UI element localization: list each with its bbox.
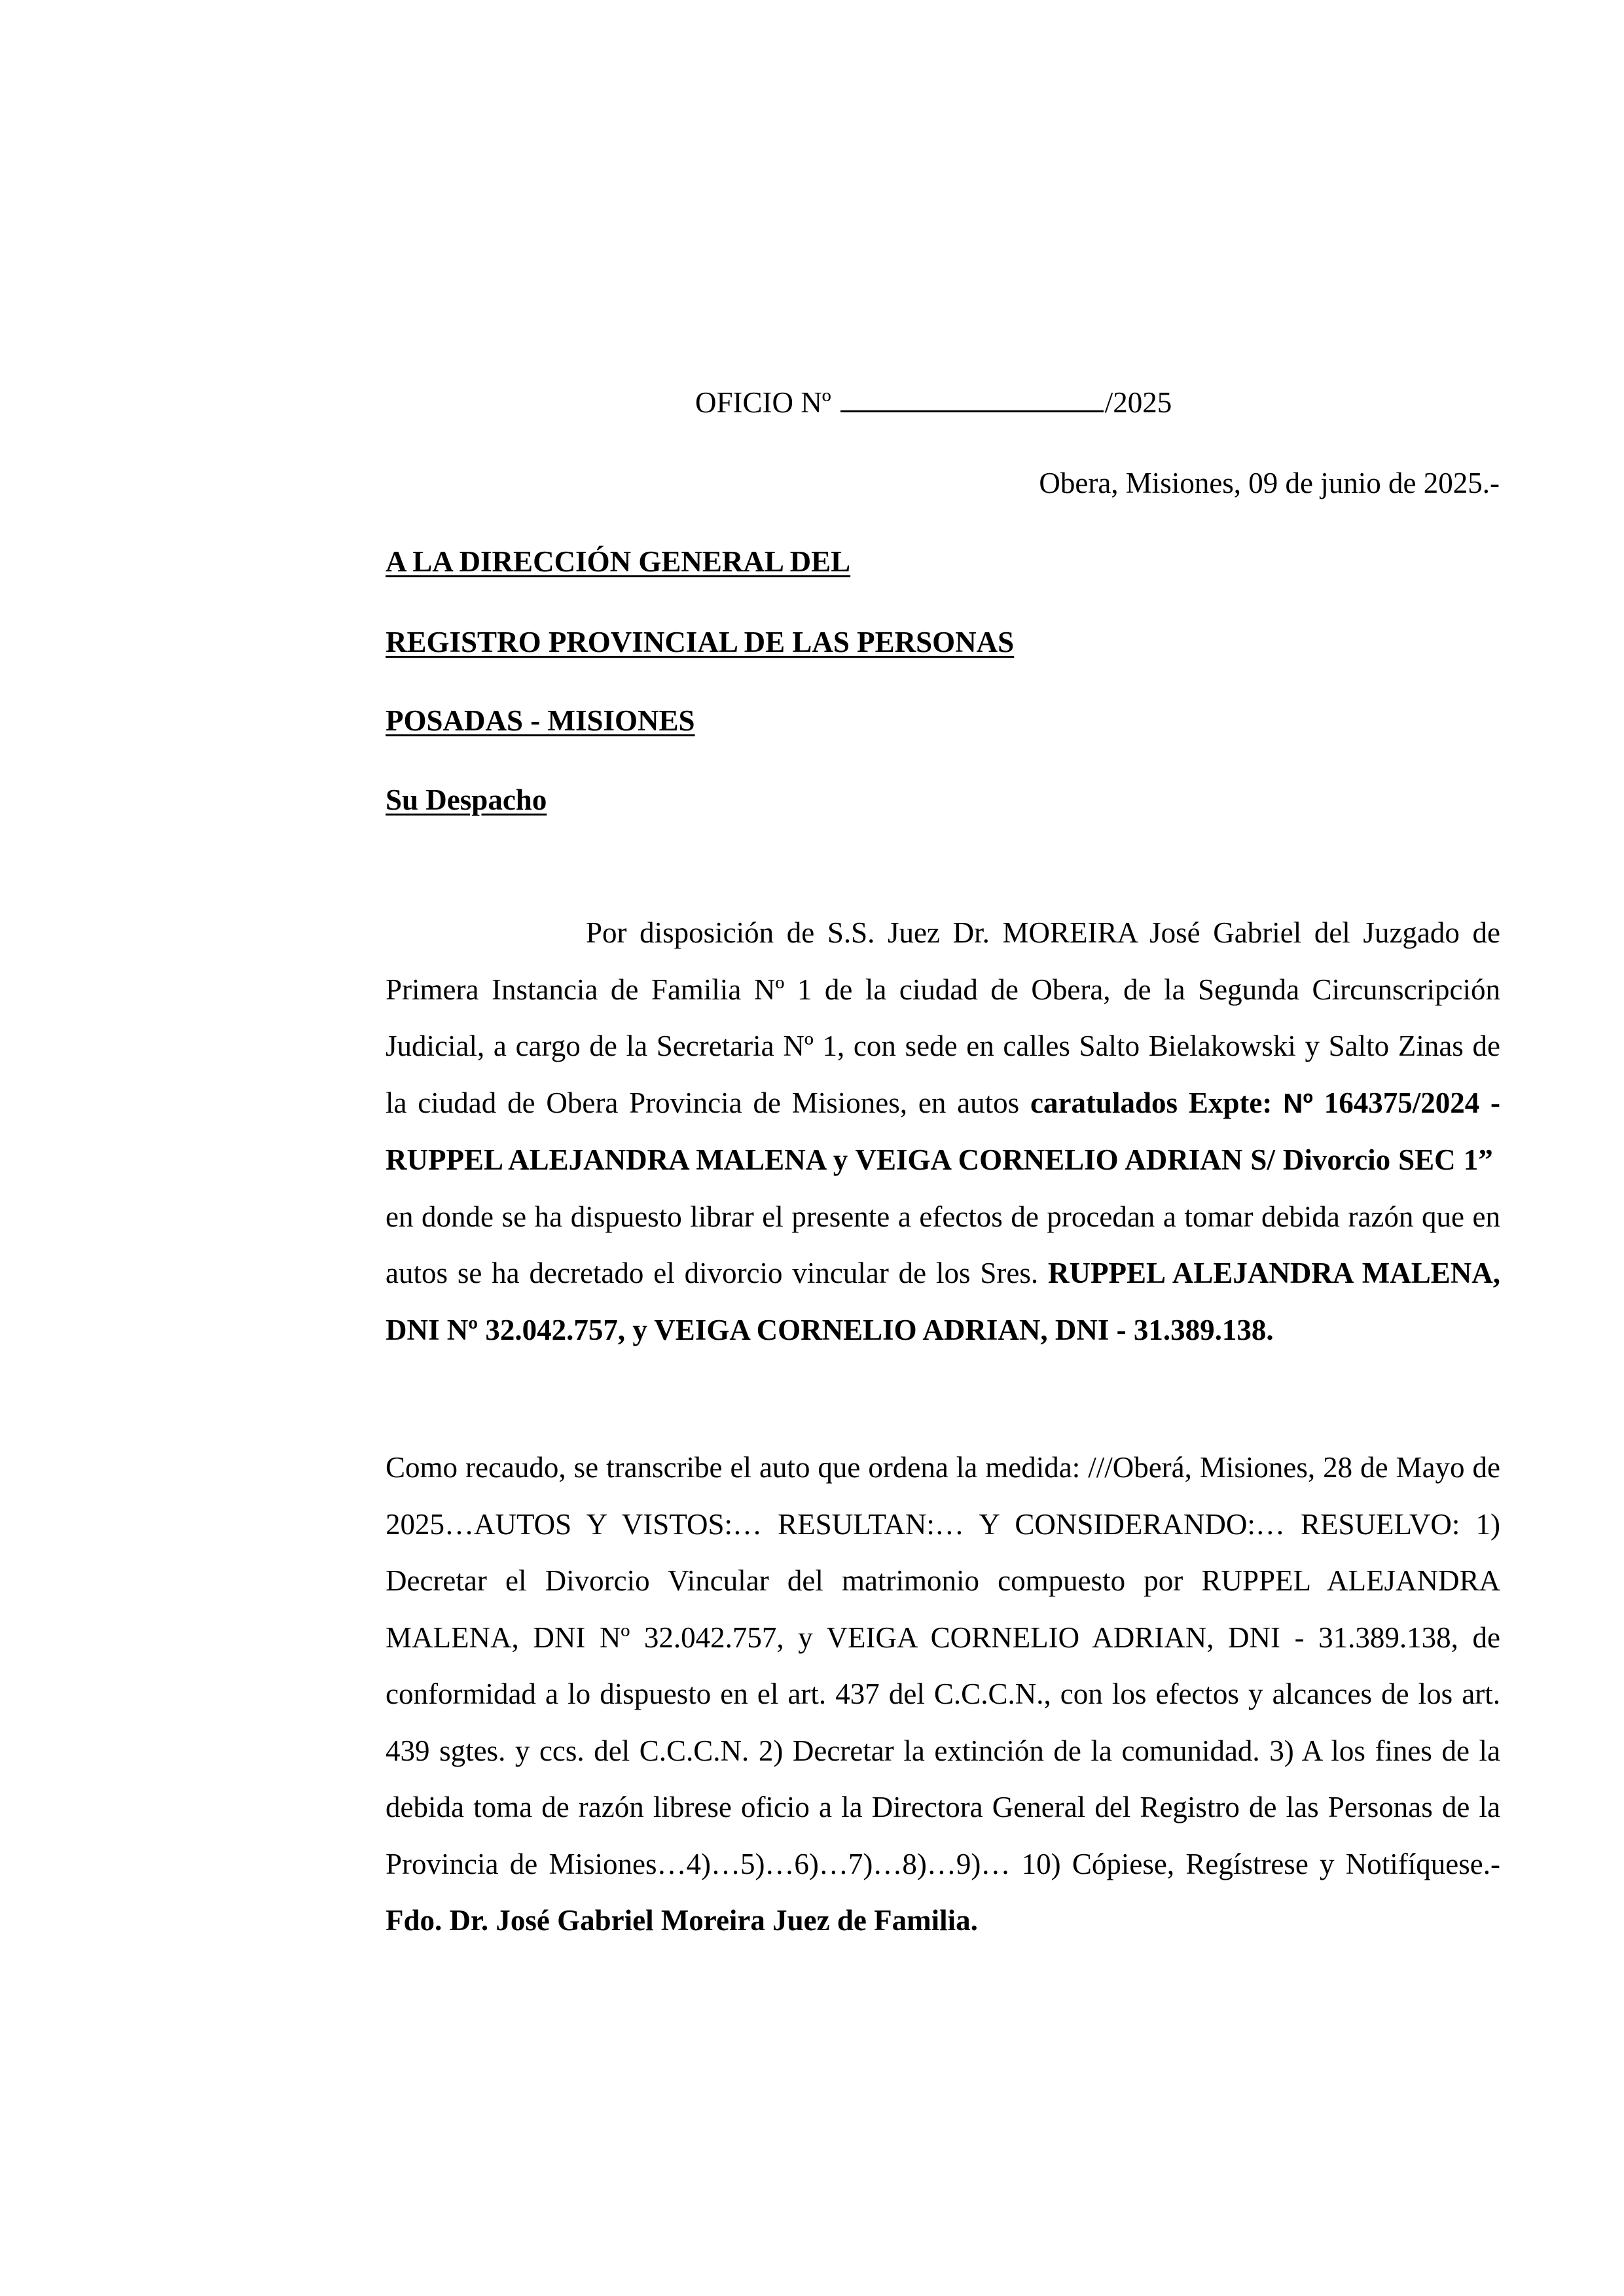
addressee-line-4: Su Despacho xyxy=(386,783,547,816)
caratula-number-sign: Nº xyxy=(1283,1087,1313,1119)
signature-line: Fdo. Dr. José Gabriel Moreira Juez de Familia. xyxy=(386,1904,978,1937)
addressee-line-1: A LA DIRECCIÓN GENERAL DEL xyxy=(386,545,851,578)
place-date: Obera, Misiones, 09 de junio de 2025.- xyxy=(1039,467,1500,499)
resolution-text: Como recaudo, se transcribe el auto que ordena la medida: ///Oberá, Misiones, 28 de Mayo de 2025…AUTOS Y VISTOS:… RESULTAN:… Y CONSIDERANDO:… RESUELVO: 1) Decretar el Divorcio Vincular del matrimonio compuesto por RUPPEL ALEJANDRA MALENA, DNI Nº 32.042.757, y VEIGA CORNELIO ADRIAN, DNI - 31.389.138, de conformidad a lo dispuesto en el art. 437 del C.C.C.N., con los efectos y alcances de los art. 439 sgtes. y ccs. del C.C.C.N. 2) Decretar la extinción de la comunidad. 3) A los fines de la debida toma de razón librese oficio a la Directora General del Registro de las Personas de la Provincia de Misiones…4)…5)…6)…7)…8)…9)… 10) Cópiese, Regístrese y Notifíquese.- xyxy=(386,1451,1500,1880)
paragraph-resolution xyxy=(386,1439,1500,1949)
addressee-line-2: REGISTRO PROVINCIAL DE LAS PERSONAS xyxy=(386,626,1015,658)
paragraph-1-body: en donde se ha dispuesto librar el presente a efectos de procedan a tomar debida razón que en autos se ha decretado el divorcio vincular de los Sres. xyxy=(386,1200,1500,1289)
caratula-label: caratulados Expte: xyxy=(1030,1086,1272,1119)
oficio-number-line xyxy=(695,383,1172,422)
oficio-prefix: OFICIO Nº xyxy=(695,386,831,419)
paragraph-1-intro: Por disposición de S.S. Juez Dr. MOREIRA José Gabriel del Juzgado de Primera Instancia de Familia Nº 1 de la ciudad de Obera, de la Segunda Circunscripción Judicial, a cargo de la Secretaria Nº 1, con sede en calles Salto Bielakowski y Salto Zinas de la ciudad de Obera Provincia de Misiones, en autos xyxy=(386,916,1500,1119)
caratula-title: 164375/2024 - RUPPEL ALEJANDRA MALENA y VEIGA CORNELIO ADRIAN S/ Divorcio SEC 1” xyxy=(386,1086,1501,1176)
addressee-line-3: POSADAS - MISIONES xyxy=(386,704,695,737)
oficio-number-blank xyxy=(840,384,1104,412)
parties-names: RUPPEL ALEJANDRA MALENA, DNI Nº 32.042.757, y VEIGA CORNELIO ADRIAN, DNI - 31.389.138. xyxy=(386,1257,1501,1346)
oficio-suffix: /2025 xyxy=(1104,386,1172,419)
paragraph-disposition xyxy=(386,905,1500,1358)
